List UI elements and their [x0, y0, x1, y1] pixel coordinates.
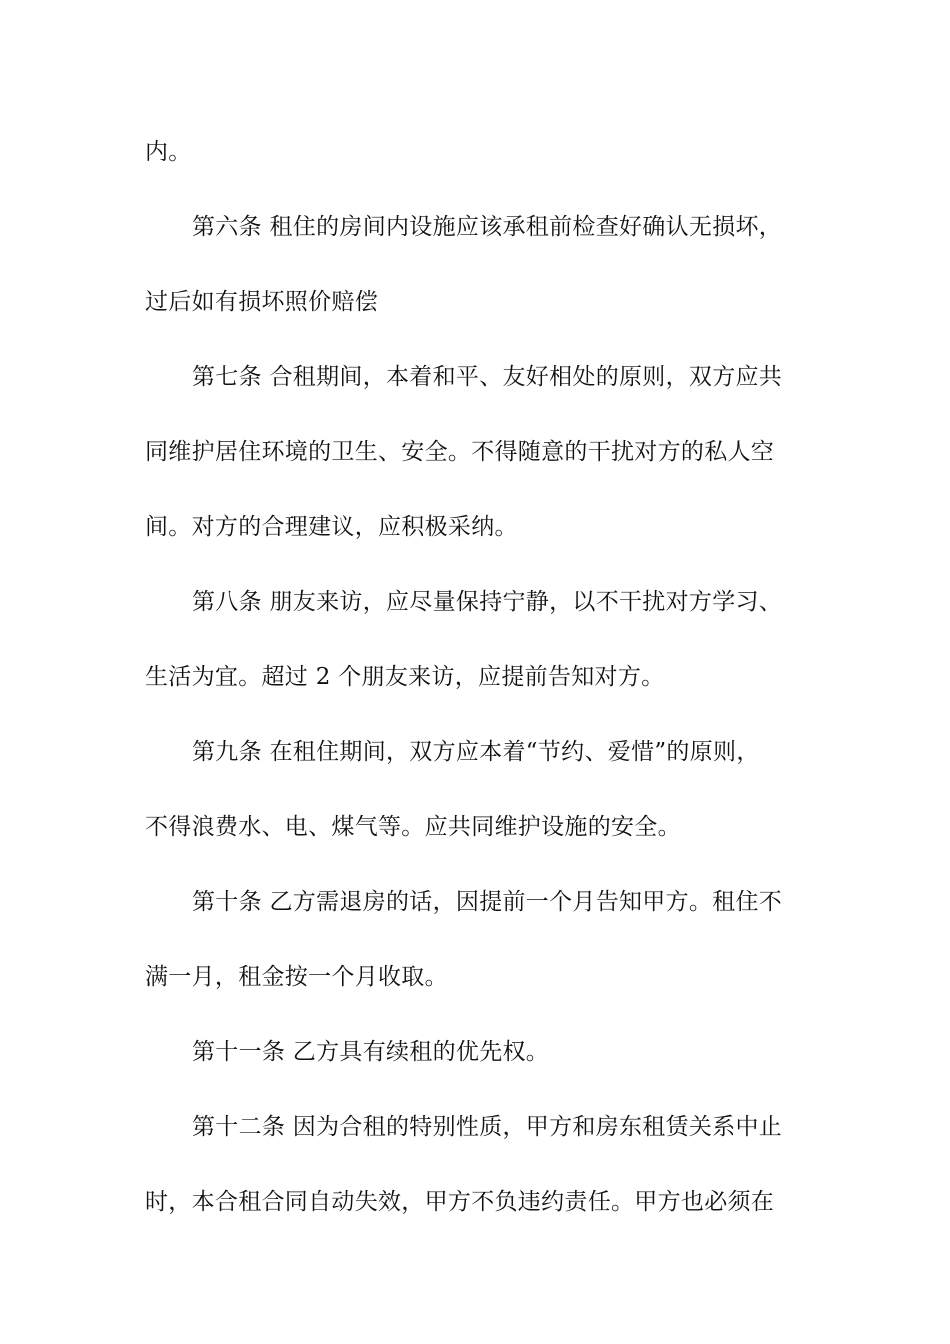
article-11-line-1: 第十一条 乙方具有续租的优先权。 — [192, 1039, 550, 1065]
article-7-line-2: 同维护居住环境的卫生、安全。不得随意的干扰对方的私人空 — [145, 439, 775, 465]
article-8-line-1: 第八条 朋友来访，应尽量保持宁静，以不干扰对方学习、 — [192, 589, 783, 615]
article-12-line-1: 第十二条 因为合租的特别性质，甲方和房东租赁关系中止 — [192, 1114, 783, 1140]
text-line-1: 内。 — [145, 139, 192, 165]
article-7-line-1: 第七条 合租期间，本着和平、友好相处的原则，双方应共 — [192, 364, 783, 390]
article-6-line-2: 过后如有损坏照价赔偿 — [145, 289, 378, 315]
article-10-line-2: 满一月，租金按一个月收取。 — [145, 964, 448, 990]
article-9-line-2: 不得浪费水、电、煤气等。应共同维护设施的安全。 — [145, 814, 681, 840]
article-6-line-1: 第六条 租住的房间内设施应该承租前检查好确认无损坏， — [192, 214, 783, 240]
article-12-line-2: 时，本合租合同自动失效，甲方不负违约责任。甲方也必须在 — [145, 1189, 775, 1215]
article-10-line-1: 第十条 乙方需退房的话，因提前一个月告知甲方。租住不 — [192, 889, 783, 915]
article-7-line-3: 间。对方的合理建议，应积极采纳。 — [145, 514, 518, 540]
article-9-line-1: 第九条 在租住期间，双方应本着“节约、爱惜”的原则， — [192, 739, 760, 765]
article-8-line-2: 生活为宜。超过 2 个朋友来访，应提前告知对方。 — [145, 664, 665, 690]
